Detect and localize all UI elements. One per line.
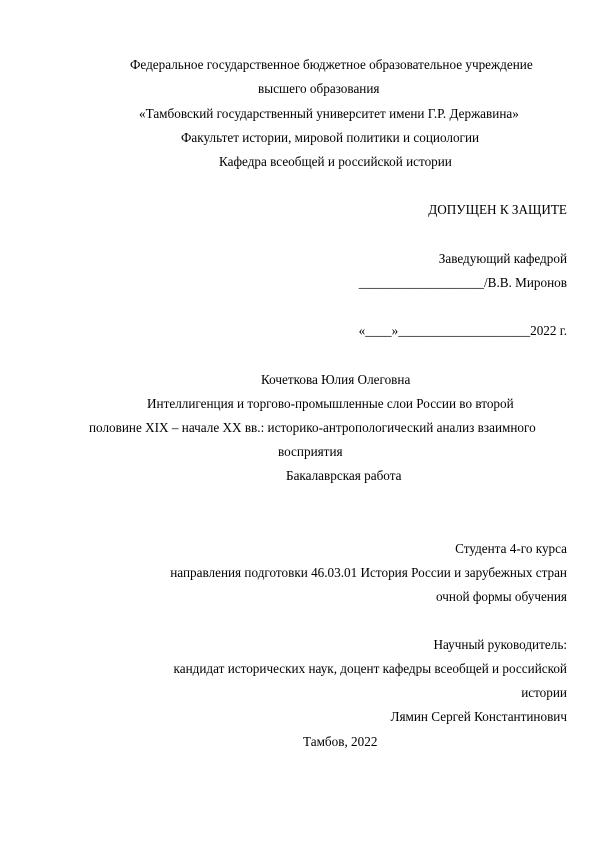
work-title-line-3: восприятия — [278, 444, 343, 459]
supervisor-name: Лямин Сергей Константинович — [390, 709, 567, 724]
faculty-name: Факультет истории, мировой политики и социологии — [181, 130, 480, 145]
approval-signature: ___________________/В.В. Миронов — [358, 275, 567, 290]
work-title-line-1: Интеллигенция и торгово-промышленные слои России во второй — [147, 396, 514, 411]
university-name: «Тамбовский государственный университет имени Г.Р. Державина» — [139, 106, 519, 121]
city-year: Тамбов, 2022 — [303, 734, 378, 749]
supervisor-degree-line-1: кандидат исторических наук, доцент кафедры всеобщей и российской — [173, 661, 567, 676]
student-form: очной формы обучения — [436, 589, 567, 604]
author-name: Кочеткова Юлия Олеговна — [261, 372, 411, 387]
supervisor-label: Научный руководитель: — [433, 637, 567, 652]
work-type: Бакалаврская работа — [286, 468, 402, 483]
institution-line-2: высшего образования — [258, 81, 380, 96]
approval-date: «____»____________________2022 г. — [358, 323, 567, 338]
approval-title: ДОПУЩЕН К ЗАЩИТЕ — [428, 202, 567, 217]
approval-position: Заведующий кафедрой — [438, 251, 567, 266]
work-title-line-2: половине XIX – начале XX вв.: историко-антропологический анализ взаимного — [89, 420, 536, 435]
student-program: направления подготовки 46.03.01 История России и зарубежных стран — [170, 565, 567, 580]
student-course: Студента 4-го курса — [455, 541, 567, 556]
supervisor-degree-line-2: истории — [521, 685, 567, 700]
institution-line-1: Федеральное государственное бюджетное образовательное учреждение — [130, 57, 533, 72]
department-name: Кафедра всеобщей и российской истории — [219, 154, 452, 169]
